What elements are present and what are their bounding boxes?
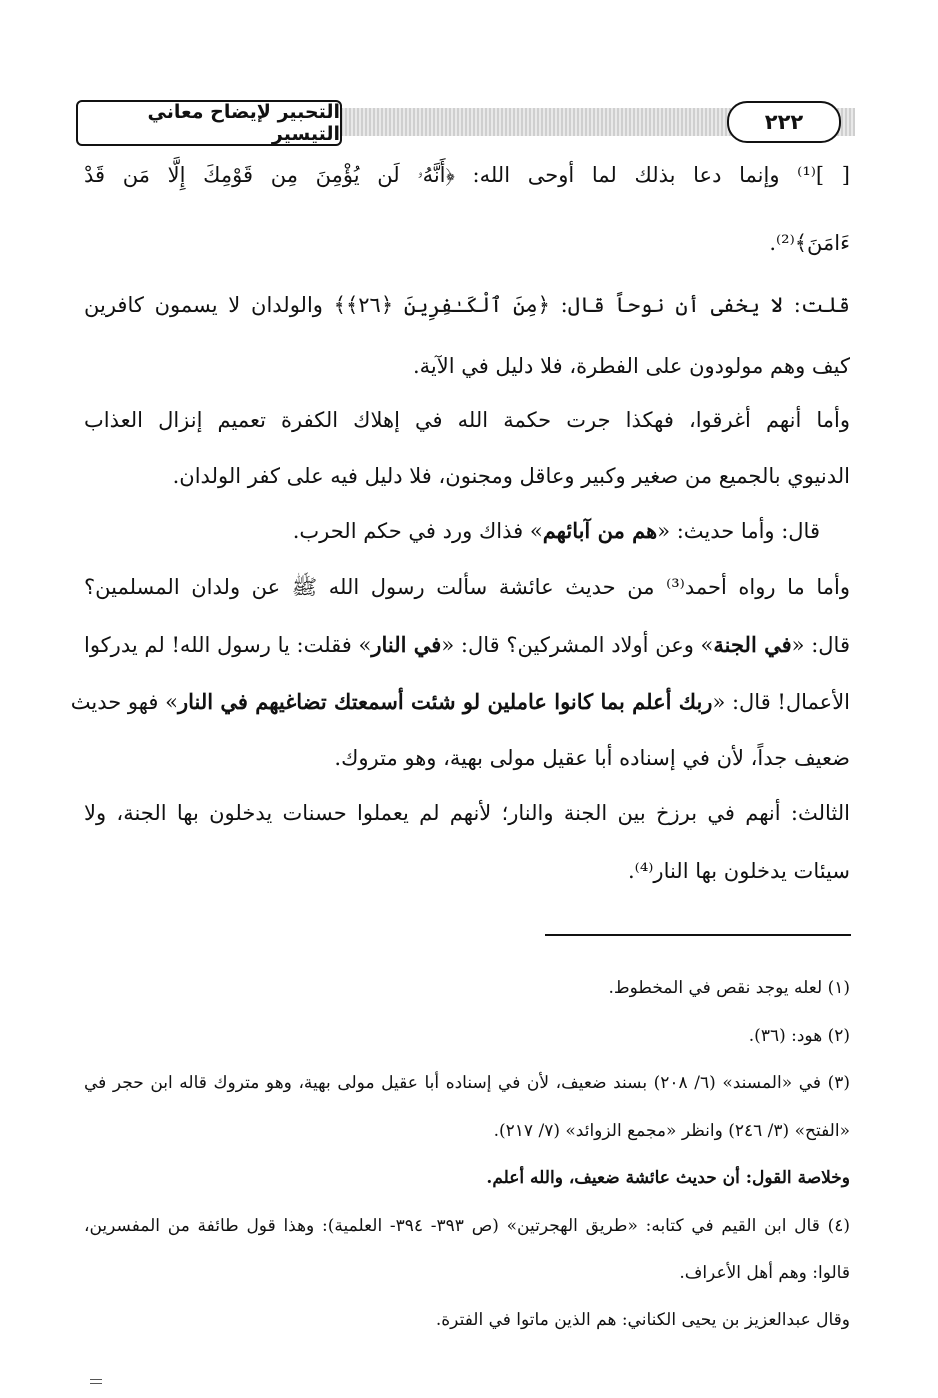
page-number: ٢٢٢ <box>727 101 841 143</box>
text-run: » فذاك ورد في حكم الحرب. <box>292 519 543 543</box>
footnote-3-line-2: «الفتح» (٣/ ٢٤٦) وانظر «مجمع الزوائد» (٧/ ٢١٧). <box>493 1121 850 1141</box>
body-line-2: ءَامَنَ﴾⁽²⁾. <box>769 231 850 255</box>
text-run: » فقلت: يا رسول الله! لم يدركوا <box>84 633 372 657</box>
body-line-12: الثالث: أنهم في برزخ بين الجنة والنار؛ لأنهم لم يعملوا حسنات يدخلون بها الجنة، ولا <box>84 801 850 825</box>
hadith-quote: في الجنة <box>713 632 792 657</box>
margin-mark <box>90 1383 102 1384</box>
hadith-quote: في النار <box>371 632 442 657</box>
hadith-quote: ربك أعلم بما كانوا عاملين لو شئت أسمعتك تضاغيهم في النار <box>177 689 713 714</box>
footnote-4-line-3: وقال عبدالعزيز بن يحيى الكناني: هم الذين ماتوا في الفترة. <box>435 1310 850 1330</box>
text-run: » فهو حديث <box>70 690 178 714</box>
footnote-3-line-1: (٣) في «المسند» (٦/ ٢٠٨) بسند ضعيف، لأن في إسناده أبا عقيل مولى بهية، وهو متروك قاله ابن حجر في <box>84 1073 850 1093</box>
footnote-3-line-3: وخلاصة القول: أن حديث عائشة ضعيف، والله أعلم. <box>486 1168 850 1188</box>
text-run: قال: « <box>791 633 850 657</box>
body-line-6: الدنيوي بالجميع من صغير وكبير وعاقل ومجنون، فلا دليل فيه على كفر الولدان. <box>172 464 850 488</box>
body-line-3: قلت: لا يخفى أن نوحاً قال: ﴿مِنَ ٱلْكَـٰفِرِينَ ﴿٢٦﴾﴾ والولدان لا يسمون كافرين <box>84 293 850 317</box>
footnote-2: (٢) هود: (٣٦). <box>748 1026 850 1046</box>
body-line-1: [ ]⁽¹⁾ وإنما دعا بذلك لما أوحى الله: ﴿أَنَّهُۥ لَن يُؤْمِنَ مِن قَوْمِكَ إِلَّا مَن قَدْ <box>84 163 850 187</box>
body-line-8: وأما ما رواه أحمد⁽³⁾ من حديث عائشة سألت رسول الله ﷺ عن ولدان المسلمين؟ <box>84 575 850 599</box>
body-line-10 <box>70 687 850 717</box>
body-line-7 <box>293 516 820 546</box>
footnote-separator <box>545 934 851 936</box>
body-line-13: سيئات يدخلون بها النار⁽⁴⁾. <box>628 859 850 883</box>
hadith-quote: هم من آبائهم <box>542 518 658 543</box>
footnote-4-line-1: (٤) قال ابن القيم في كتابه: «طريق الهجرتين» (ص ٣٩٣- ٣٩٤- العلمية): وهذا قول طائفة من المفسرين، <box>84 1216 850 1236</box>
text-run: الأعمال! قال: « <box>712 690 850 714</box>
running-title: التحبير لإيضاح معاني التيسير <box>76 100 342 146</box>
body-line-4: كيف وهم مولودون على الفطرة، فلا دليل في الآية. <box>412 354 850 378</box>
footnote-4-line-2: قالوا: وهم أهل الأعراف. <box>679 1263 850 1283</box>
body-line-5: وأما أنهم أغرقوا، فهكذا جرت حكمة الله في إهلاك الكفرة تعميم إنزال العذاب <box>84 408 850 432</box>
body-line-9 <box>84 630 850 660</box>
body-line-11: ضعيف جداً، لأن في إسناده أبا عقيل مولى بهية، وهو متروك. <box>334 746 850 770</box>
text-run: » وعن أولاد المشركين؟ قال: « <box>441 633 714 657</box>
footnote-1: (١) لعله يوجد نقص في المخطوط. <box>608 978 850 998</box>
text-run: قال: وأما حديث: « <box>657 519 820 543</box>
margin-mark <box>90 1379 102 1380</box>
